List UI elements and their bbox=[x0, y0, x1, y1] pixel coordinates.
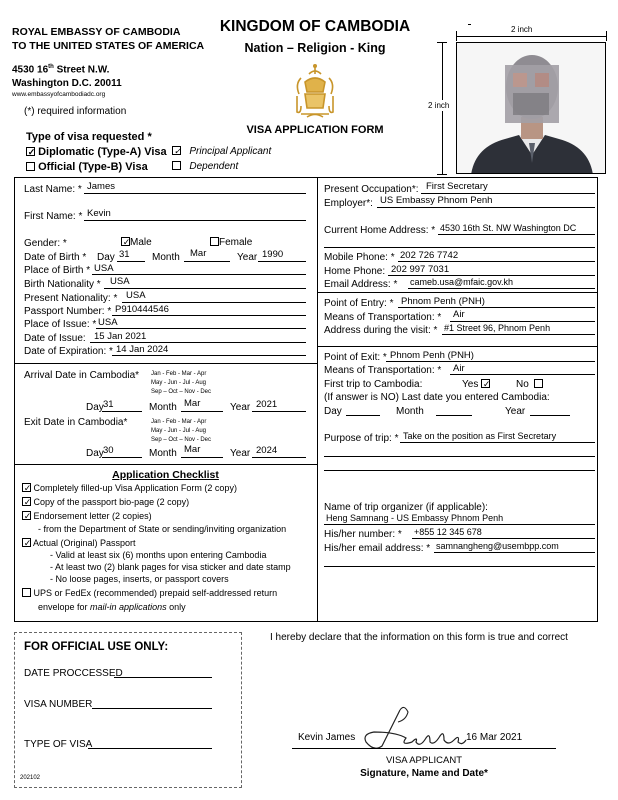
arrival-year-label: Year bbox=[230, 402, 251, 413]
transport-value: Air bbox=[453, 309, 465, 320]
point-of-entry-value: Phnom Penh (PNH) bbox=[401, 296, 485, 307]
diplomatic-visa-option[interactable]: ✓ Diplomatic (Type-A) Visa bbox=[26, 146, 167, 158]
date-of-expiration-value: 14 Jan 2024 bbox=[116, 344, 169, 355]
row-divider-left-1 bbox=[14, 363, 317, 364]
first-trip-no-option[interactable]: No bbox=[516, 379, 543, 390]
checklist-envelope-checkbox[interactable] bbox=[22, 588, 31, 597]
employer-field[interactable] bbox=[377, 207, 595, 208]
point-of-exit-field[interactable] bbox=[386, 361, 595, 362]
first-trip-yes-option[interactable]: Yes ✓ bbox=[462, 379, 490, 390]
applicant-photo bbox=[456, 42, 606, 174]
last-entry-label: (If answer is NO) Last date you entered Cambodia: bbox=[324, 392, 550, 403]
visa-type-label: Type of visa requested * bbox=[26, 131, 152, 143]
organizer-value: Heng Samnang - US Embassy Phnom Penh bbox=[326, 513, 504, 523]
arrival-day-label: Day bbox=[86, 402, 104, 413]
mobile-phone-field[interactable] bbox=[398, 261, 595, 262]
present-nationality-label: Present Nationality: * bbox=[24, 293, 118, 304]
point-of-entry-label: Point of Entry: * bbox=[324, 298, 394, 309]
official-checkbox[interactable] bbox=[26, 162, 35, 171]
point-of-exit-value: Phnom Penh (PNH) bbox=[390, 350, 474, 361]
checklist-endorsement-note: - from the Department of State or sending/inviting organization bbox=[38, 524, 287, 534]
checklist-passport-note-2: - At least two (2) blank pages for visa sticker and date stamp bbox=[50, 562, 291, 572]
employer-label: Employer*: bbox=[324, 198, 373, 209]
last-entry-month-field[interactable] bbox=[436, 415, 472, 416]
applicant-name-value: Kevin James bbox=[298, 732, 356, 743]
occupation-value: First Secretary bbox=[426, 181, 488, 192]
date-of-issue-field[interactable] bbox=[90, 342, 306, 343]
checklist-item-envelope[interactable]: UPS or FedEx (recommended) prepaid self-addressed return bbox=[22, 588, 277, 598]
exit-date-label: Exit Date in Cambodia* bbox=[24, 417, 128, 428]
exit-day-label: Day bbox=[86, 448, 104, 459]
arrival-year-field[interactable] bbox=[252, 411, 306, 412]
first-trip-yes-checkbox[interactable] bbox=[481, 379, 490, 388]
occupation-field[interactable] bbox=[421, 193, 595, 194]
exit-month-value: Mar bbox=[184, 444, 201, 455]
present-nationality-field[interactable] bbox=[122, 302, 306, 303]
embassy-name-line1: ROYAL EMBASSY OF CAMBODIA bbox=[12, 26, 181, 38]
dob-year-value: 1990 bbox=[262, 249, 284, 260]
birth-nationality-field[interactable] bbox=[104, 288, 306, 289]
last-name-label: Last Name: * bbox=[24, 184, 82, 195]
first-name-label: First Name: * bbox=[24, 211, 83, 222]
signature-date-value: 16 Mar 2021 bbox=[466, 732, 523, 743]
dob-year-label: Year bbox=[237, 252, 258, 263]
checklist-endorsement-checkbox[interactable] bbox=[22, 511, 31, 520]
organizer-email-label: His/her email address: * bbox=[324, 543, 431, 554]
transport-exit-field[interactable] bbox=[450, 374, 595, 375]
date-of-expiration-field[interactable] bbox=[112, 355, 306, 356]
birth-nationality-value: USA bbox=[110, 276, 130, 287]
dob-year-field[interactable] bbox=[258, 261, 306, 262]
transport-field[interactable] bbox=[450, 321, 595, 322]
home-phone-value: 202 997 7031 bbox=[391, 264, 450, 275]
dimension-tick bbox=[468, 24, 471, 25]
photo-width-dimension bbox=[456, 36, 606, 37]
first-trip-no-checkbox[interactable] bbox=[534, 379, 543, 388]
male-checkbox[interactable] bbox=[121, 237, 130, 246]
exit-year-label: Year bbox=[230, 448, 251, 459]
place-of-issue-value: USA bbox=[98, 317, 118, 328]
checklist-item-endorsement[interactable]: ✓ Endorsement letter (2 copies) bbox=[22, 511, 152, 521]
employer-value: US Embassy Phnom Penh bbox=[380, 195, 493, 206]
purpose-field-line3[interactable] bbox=[324, 470, 595, 471]
present-nationality-value: USA bbox=[126, 290, 146, 301]
dependent-option[interactable]: Dependent bbox=[172, 161, 238, 172]
passport-number-label: Passport Number: * bbox=[24, 306, 112, 317]
last-entry-year-field[interactable] bbox=[530, 415, 570, 416]
photo-height-label: 2 inch bbox=[428, 101, 450, 110]
row-divider-right-2 bbox=[317, 346, 598, 347]
dependent-checkbox[interactable] bbox=[172, 161, 181, 170]
dob-month-label: Month bbox=[152, 252, 180, 263]
dob-month-value: Mar bbox=[190, 248, 207, 259]
date-of-issue-value: 15 Jan 2021 bbox=[94, 331, 147, 342]
embassy-name-line2: TO THE UNITED STATES OF AMERICA bbox=[12, 40, 205, 52]
transport-label: Means of Transportation: * bbox=[324, 312, 442, 323]
row-divider-right-1 bbox=[317, 292, 598, 293]
checklist-envelope-note: envelope for mail-in applications only bbox=[38, 602, 186, 612]
exit-year-value: 2024 bbox=[256, 445, 278, 456]
email-value: cameb.usa@mfaic.gov.kh bbox=[410, 277, 514, 287]
mobile-phone-value: 202 726 7742 bbox=[400, 250, 459, 261]
home-address-value: 4530 16th St. NW Washington DC bbox=[440, 223, 577, 233]
date-of-expiration-label: Date of Expiration: * bbox=[24, 346, 113, 357]
dob-month-field[interactable] bbox=[184, 261, 230, 262]
pob-field[interactable] bbox=[92, 274, 306, 275]
visit-address-field[interactable] bbox=[442, 334, 595, 335]
row-divider-left-2 bbox=[14, 464, 317, 465]
arrival-day-value: 31 bbox=[103, 399, 114, 410]
dob-day-label: Day bbox=[97, 252, 115, 263]
checklist-biopage-checkbox[interactable] bbox=[22, 497, 31, 506]
exit-day-value: 30 bbox=[103, 445, 114, 456]
dob-day-value: 31 bbox=[119, 249, 130, 260]
first-name-value: Kevin bbox=[87, 208, 111, 219]
dimension-tick-top bbox=[437, 42, 447, 43]
signature-line[interactable] bbox=[292, 748, 556, 749]
arrival-month-value: Mar bbox=[184, 398, 201, 409]
passport-number-value: P910444546 bbox=[115, 304, 169, 315]
organizer-label: Name of trip organizer (if applicable): bbox=[324, 502, 488, 513]
passport-number-field[interactable] bbox=[112, 315, 306, 316]
point-of-entry-field[interactable] bbox=[398, 307, 595, 308]
home-address-field-line2[interactable] bbox=[324, 247, 595, 248]
type-of-visa-field[interactable] bbox=[88, 748, 212, 749]
arrival-year-value: 2021 bbox=[256, 399, 278, 410]
signature-name-date-label: Signature, Name and Date* bbox=[360, 768, 488, 779]
embassy-street: 4530 16th Street N.W. bbox=[12, 64, 110, 76]
first-name-field[interactable] bbox=[84, 220, 306, 221]
required-note: (*) required information bbox=[24, 106, 127, 117]
declaration-text: I hereby declare that the information on this form is true and correct bbox=[270, 632, 568, 643]
organizer-number-field[interactable] bbox=[412, 538, 595, 539]
official-use-box bbox=[14, 632, 242, 788]
organizer-number-label: His/her number: * bbox=[324, 529, 402, 540]
first-trip-label: First trip to Cambodia: bbox=[324, 379, 423, 390]
official-use-title: FOR OFFICIAL USE ONLY: bbox=[24, 641, 169, 653]
home-phone-field[interactable] bbox=[388, 275, 595, 276]
form-code: 202102 bbox=[20, 775, 41, 781]
organizer-email-field-line2[interactable] bbox=[324, 566, 595, 567]
date-processed-label: DATE PROCCESSED bbox=[24, 668, 123, 679]
exit-month-label: Month bbox=[149, 448, 177, 459]
checklist-passport-note-3: - No loose pages, inserts, or passport covers bbox=[50, 574, 229, 584]
checklist-item-form[interactable]: ✓ Completely filled-up Visa Application Form (2 copy) bbox=[22, 483, 237, 493]
cambodia-emblem-icon bbox=[287, 62, 343, 120]
last-name-field[interactable] bbox=[84, 193, 306, 194]
dimension-tick-bottom bbox=[437, 174, 447, 175]
exit-day-field[interactable] bbox=[102, 457, 142, 458]
home-phone-label: Home Phone: bbox=[324, 266, 386, 277]
arrival-month-field[interactable] bbox=[181, 411, 223, 412]
checklist-item-biopage[interactable]: ✓ Copy of the passport bio-page (2 copy) bbox=[22, 497, 189, 507]
kingdom-title: KINGDOM OF CAMBODIA bbox=[219, 18, 411, 35]
visa-number-label: VISA NUMBER bbox=[24, 699, 93, 710]
principal-checkbox[interactable] bbox=[172, 146, 181, 155]
visa-number-field[interactable] bbox=[92, 708, 212, 709]
organizer-field[interactable] bbox=[324, 524, 595, 525]
checklist-passport-note-1: - Valid at least six (6) months upon entering Cambodia bbox=[50, 550, 267, 560]
organizer-number-value: +855 12 345 678 bbox=[414, 527, 482, 537]
exit-year-field[interactable] bbox=[252, 457, 306, 458]
exit-month-field[interactable] bbox=[181, 457, 223, 458]
purpose-label: Purpose of trip: * bbox=[324, 433, 399, 444]
principal-applicant-option[interactable]: ✓ Principal Applicant bbox=[172, 146, 271, 157]
occupation-label: Present Occupation*: bbox=[324, 184, 419, 195]
purpose-field-line2[interactable] bbox=[324, 456, 595, 457]
organizer-email-field[interactable] bbox=[434, 552, 595, 553]
visit-address-value: #1 Street 96, Phnom Penh bbox=[444, 323, 551, 333]
dob-day-field[interactable] bbox=[117, 261, 145, 262]
email-label: Email Address: * bbox=[324, 279, 398, 290]
arrival-month-list: Jan - Feb - Mar - Apr May - Jun - Jul - Aug Sep – Oct – Nov - Dec bbox=[151, 371, 212, 395]
female-checkbox[interactable] bbox=[210, 237, 219, 246]
embassy-website[interactable]: www.embassyofcambodiadc.org bbox=[12, 91, 106, 98]
date-of-issue-label: Date of Issue: bbox=[24, 333, 86, 344]
checklist-title: Application Checklist bbox=[112, 469, 219, 481]
photo-width-label: 2 inch bbox=[508, 25, 535, 34]
birth-nationality-label: Birth Nationality * bbox=[24, 279, 101, 290]
male-option[interactable]: ✓ Male bbox=[121, 237, 152, 248]
last-entry-month-label: Month bbox=[396, 406, 424, 417]
date-processed-field[interactable] bbox=[114, 677, 212, 678]
dob-label: Date of Birth * bbox=[24, 252, 87, 263]
checklist-form-checkbox[interactable] bbox=[22, 483, 31, 492]
last-entry-year-label: Year bbox=[505, 406, 526, 417]
dimension-tick-right bbox=[606, 31, 607, 41]
mobile-phone-label: Mobile Phone: * bbox=[324, 252, 395, 263]
arrival-day-field[interactable] bbox=[102, 411, 142, 412]
female-option[interactable]: Female bbox=[210, 237, 252, 248]
point-of-exit-label: Point of Exit: * bbox=[324, 352, 387, 363]
visa-applicant-label: VISA APPLICANT bbox=[385, 755, 463, 766]
official-visa-option[interactable]: Official (Type-B) Visa bbox=[26, 161, 148, 173]
pob-value: USA bbox=[94, 263, 114, 274]
checklist-item-passport[interactable]: ✓ Actual (Original) Passport bbox=[22, 538, 136, 548]
purpose-field[interactable] bbox=[400, 442, 595, 443]
home-address-label: Current Home Address: * bbox=[324, 225, 436, 236]
transport-exit-value: Air bbox=[453, 363, 465, 374]
arrival-month-label: Month bbox=[149, 402, 177, 413]
embassy-city: Washington D.C. 20011 bbox=[12, 78, 122, 89]
dimension-tick-left bbox=[456, 31, 457, 41]
place-of-issue-label: Place of Issue: * bbox=[24, 319, 97, 330]
diplomatic-checkbox[interactable] bbox=[26, 147, 35, 156]
organizer-email-value: samnangheng@usembpp.com bbox=[436, 541, 559, 551]
column-divider bbox=[317, 177, 318, 622]
arrival-date-label: Arrival Date in Cambodia* bbox=[24, 370, 140, 381]
place-of-issue-field[interactable] bbox=[96, 328, 306, 329]
purpose-value: Take on the position as First Secretary bbox=[403, 431, 557, 441]
form-title: VISA APPLICATION FORM bbox=[246, 124, 384, 136]
email-field[interactable] bbox=[408, 288, 595, 289]
home-address-field[interactable] bbox=[438, 234, 595, 235]
exit-month-list: Jan - Feb - Mar - Apr May - Jun - Jul - Aug Sep – Oct – Nov - Dec bbox=[151, 419, 212, 443]
last-entry-day-label: Day bbox=[324, 406, 342, 417]
pob-label: Place of Birth * bbox=[24, 265, 91, 276]
gender-label: Gender: * bbox=[24, 238, 67, 249]
last-entry-day-field[interactable] bbox=[346, 415, 380, 416]
last-name-value: James bbox=[87, 181, 115, 192]
visit-address-label: Address during the visit: * bbox=[324, 325, 438, 336]
type-of-visa-label: TYPE OF VISA bbox=[24, 739, 93, 750]
checklist-passport-checkbox[interactable] bbox=[22, 538, 31, 547]
national-motto: Nation – Religion - King bbox=[244, 41, 386, 55]
transport-exit-label: Means of Transportation: * bbox=[324, 365, 442, 376]
